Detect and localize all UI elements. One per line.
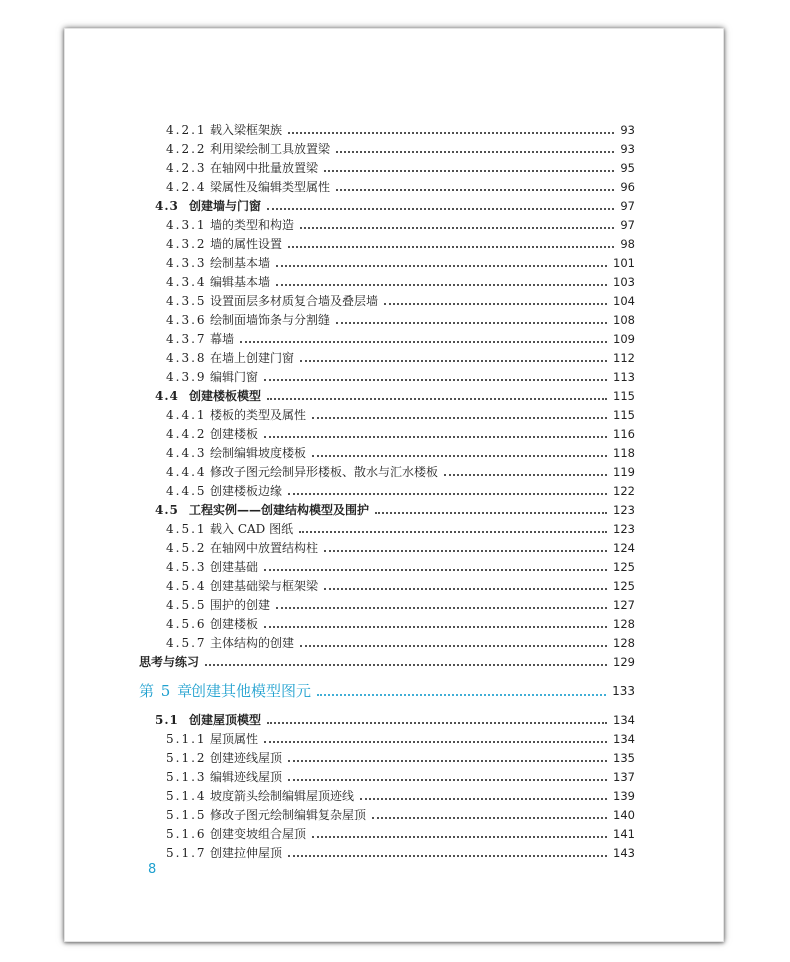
section-number: 4.4 [155,389,179,403]
entry-title: 楼板的类型及属性 [210,408,307,422]
entry-page: 119 [613,465,635,479]
entry-number: 5.1.2 [166,751,207,765]
dot-leader [267,207,614,210]
entry-page: 95 [620,161,635,175]
entry-number: 4.2.4 [166,180,207,194]
entry-page: 139 [613,789,635,803]
entry-page: 93 [620,142,635,156]
entry-page: 124 [613,541,635,555]
toc-entry-4-2-2 [166,139,635,157]
dot-leader [205,663,607,666]
toc-chapter-5 [139,679,635,701]
entry-title: 墙的类型和构造 [210,218,295,232]
dot-leader [300,359,607,362]
entry-number: 5.1.1 [166,732,207,746]
entry-number: 4.3.8 [166,351,207,365]
toc-entry-4-5-7 [166,633,635,651]
toc-entry-4-5-3 [166,557,635,575]
entry-number: 5.1.7 [166,846,207,860]
entry-page: 98 [620,237,635,251]
entry-page: 101 [613,256,635,270]
entry-page: 128 [613,636,635,650]
entry-number: 4.5.6 [166,617,207,631]
toc-entry-4-4-4 [166,462,635,480]
entry-number: 4.5.2 [166,541,207,555]
entry-page: 129 [613,655,635,669]
dot-leader [312,835,607,838]
toc-entry-4-2-3 [166,158,635,176]
toc-entry-5-1-3 [166,767,635,785]
section-title: 工程实例——创建结构模型及围护 [189,503,370,517]
entry-title: 屋顶属性 [210,732,259,746]
entry-number: 5.1.5 [166,808,207,822]
toc-entry-4-4-2 [166,424,635,442]
toc-section-4-4 [155,386,635,404]
entry-page: 125 [613,560,635,574]
entry-page: 115 [613,389,635,403]
toc-entry-5-1-1 [166,729,635,747]
dot-leader [264,625,607,628]
chapter-number: 第 5 章 [139,682,194,700]
toc-entry-4-3-6 [166,310,635,328]
toc-entry-5-1-7 [166,843,635,861]
dot-leader [288,131,614,134]
dot-leader [264,568,607,571]
toc-entry-4-5-2 [166,538,635,556]
entry-title: 主体结构的创建 [210,636,295,650]
entry-page: 141 [613,827,635,841]
entry-title: 编辑门窗 [210,370,259,384]
dot-leader [375,511,607,514]
entry-number: 4.2.1 [166,123,207,137]
toc-entry-4-5-4 [166,576,635,594]
entry-title: 创建基础梁与框架梁 [210,579,319,593]
entry-title: 创建拉伸屋顶 [210,846,283,860]
entry-number: 5.1.6 [166,827,207,841]
entry-number: 4.5.1 [166,522,207,536]
entry-page: 113 [613,370,635,384]
entry-title: 幕墙 [210,332,235,346]
entry-title: 修改子图元绘制编辑复杂屋顶 [210,808,367,822]
dot-leader [444,473,607,476]
entry-page: 128 [613,617,635,631]
dot-leader [324,549,607,552]
entry-number: 4.4.2 [166,427,207,441]
toc-entry-4-5-6 [166,614,635,632]
dot-leader [336,150,614,153]
entry-title: 修改子图元绘制异形楼板、散水与汇水楼板 [210,465,439,479]
entry-page: 93 [620,123,635,137]
dot-leader [288,854,607,857]
entry-page: 140 [613,808,635,822]
entry-title: 创建楼板 [210,427,259,441]
section-title: 创建楼板模型 [189,389,262,403]
entry-number: 5.1.3 [166,770,207,784]
toc-entry-5-1-5 [166,805,635,823]
toc-section-4-3 [155,196,635,214]
entry-number: 4.3.9 [166,370,207,384]
toc-entry-4-5-5 [166,595,635,613]
entry-title: 创建变坡组合屋顶 [210,827,307,841]
dot-leader [264,740,607,743]
page-number: 8 [148,862,157,877]
dot-leader [384,302,607,305]
entry-number: 4.3.3 [166,256,207,270]
dot-leader [276,283,607,286]
entry-number: 4.5.5 [166,598,207,612]
entry-page: 109 [613,332,635,346]
entry-number: 4.3.5 [166,294,207,308]
entry-number: 4.5.4 [166,579,207,593]
entry-page: 137 [613,770,635,784]
entry-number: 4.3.4 [166,275,207,289]
dot-leader [264,435,607,438]
dot-leader [299,530,607,533]
entry-number: 4.5.7 [166,636,207,650]
entry-page: 135 [613,751,635,765]
dot-leader [300,644,607,647]
dot-leader [267,721,607,724]
entry-title: 利用梁绘制工具放置梁 [210,142,331,156]
entry-title: 坡度箭头绘制编辑屋顶迹线 [210,789,355,803]
entry-page: 133 [612,684,635,698]
toc-entry-5-1-6 [166,824,635,842]
entry-title: 在墙上创建门窗 [210,351,295,365]
dot-leader [372,816,607,819]
entry-number: 4.2.2 [166,142,207,156]
entry-page: 103 [613,275,635,289]
entry-page: 123 [613,522,635,536]
toc-exercises [139,652,635,670]
toc-entry-5-1-4 [166,786,635,804]
entry-title: 围护的创建 [210,598,271,612]
entry-page: 112 [613,351,635,365]
toc-entry-4-2-4 [166,177,635,195]
dot-leader [276,606,607,609]
toc-entry-4-4-3 [166,443,635,461]
entry-title: 载入 CAD 图纸 [210,522,294,536]
entry-page: 122 [613,484,635,498]
entry-number: 4.3.7 [166,332,207,346]
section-number: 5.1 [155,713,179,727]
exercises-title: 思考与练习 [139,655,200,669]
toc-entry-4-3-3 [166,253,635,271]
toc-entry-4-3-9 [166,367,635,385]
dot-leader [288,778,607,781]
entry-number: 4.2.3 [166,161,207,175]
dot-leader [264,378,607,381]
dot-leader [312,454,607,457]
entry-page: 116 [613,427,635,441]
entry-page: 134 [613,732,635,746]
entry-title: 创建基础 [210,560,259,574]
toc-entry-4-3-2 [166,234,635,252]
chapter-title: 创建其他模型图元 [191,682,312,700]
entry-page: 115 [613,408,635,422]
toc-entry-4-3-1 [166,215,635,233]
entry-page: 97 [620,218,635,232]
toc-entry-5-1-2 [166,748,635,766]
entry-title: 梁属性及编辑类型属性 [210,180,331,194]
entry-number: 5.1.4 [166,789,207,803]
entry-title: 设置面层多材质复合墙及叠层墙 [210,294,379,308]
entry-page: 123 [613,503,635,517]
entry-page: 96 [620,180,635,194]
entry-number: 4.3.1 [166,218,207,232]
entry-number: 4.5.3 [166,560,207,574]
toc-entry-4-3-4 [166,272,635,290]
toc-entry-4-4-5 [166,481,635,499]
entry-page: 97 [620,199,635,213]
entry-title: 墙的属性设置 [210,237,283,251]
dot-leader [240,340,607,343]
section-number: 4.3 [155,199,179,213]
entry-title: 在轴网中批量放置梁 [210,161,319,175]
toc-entry-4-3-8 [166,348,635,366]
entry-title: 在轴网中放置结构柱 [210,541,319,555]
dot-leader [267,397,607,400]
entry-number: 4.3.2 [166,237,207,251]
entry-title: 绘制面墙饰条与分割缝 [210,313,331,327]
entry-page: 108 [613,313,635,327]
toc-entry-4-3-7 [166,329,635,347]
dot-leader [288,492,607,495]
entry-title: 绘制编辑坡度楼板 [210,446,307,460]
dot-leader [288,759,607,762]
dot-leader [276,264,607,267]
entry-number: 4.4.1 [166,408,207,422]
entry-page: 134 [613,713,635,727]
entry-title: 编辑迹线屋顶 [210,770,283,784]
entry-page: 127 [613,598,635,612]
dot-leader [360,797,607,800]
entry-page: 118 [613,446,635,460]
dot-leader [312,416,607,419]
entry-page: 125 [613,579,635,593]
entry-title: 编辑基本墙 [210,275,271,289]
dot-leader [300,226,614,229]
entry-title: 载入梁框架族 [210,123,283,137]
entry-page: 143 [613,846,635,860]
toc-entry-4-2-1 [166,120,635,138]
dot-leader [324,587,607,590]
toc-entry-4-3-5 [166,291,635,309]
dot-leader [317,693,606,696]
dot-leader [336,321,607,324]
entry-title: 创建迹线屋顶 [210,751,283,765]
entry-title: 创建楼板 [210,617,259,631]
entry-number: 4.4.3 [166,446,207,460]
entry-number: 4.4.4 [166,465,207,479]
entry-page: 104 [613,294,635,308]
toc-section-5-1 [155,710,635,728]
entry-title: 创建楼板边缘 [210,484,283,498]
section-title: 创建墙与门窗 [189,199,262,213]
dot-leader [324,169,614,172]
toc-section-4-5 [155,500,635,518]
entry-number: 4.3.6 [166,313,207,327]
entry-title: 绘制基本墙 [210,256,271,270]
section-title: 创建屋顶模型 [189,713,262,727]
toc-entry-4-4-1 [166,405,635,423]
toc-entry-4-5-1 [166,519,635,537]
dot-leader [336,188,614,191]
entry-number: 4.4.5 [166,484,207,498]
section-number: 4.5 [155,503,179,517]
dot-leader [288,245,614,248]
